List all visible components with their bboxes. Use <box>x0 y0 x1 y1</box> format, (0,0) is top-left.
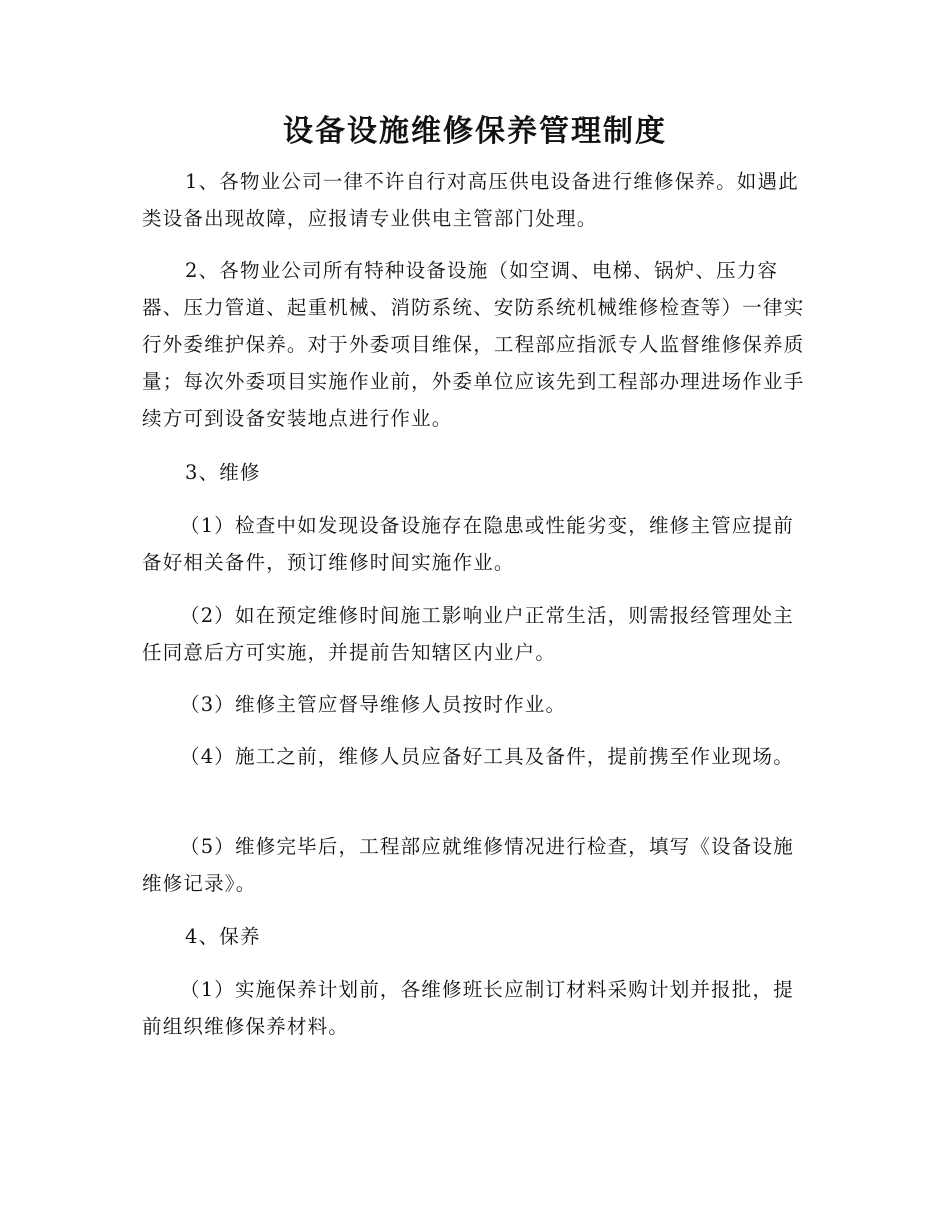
paragraph-1: 1、各物业公司一律不许自行对高压供电设备进行维修保养。如遇此类设备出现故障，应报请专业供电主管部门处理。 <box>142 170 799 230</box>
section-heading-repair: 3、维修 <box>185 461 261 484</box>
page-title: 设备设施维修保养管理制度 <box>283 114 667 149</box>
repair-item-4: （4）施工之前，维修人员应备好工具及备件，提前携至作业现场。 <box>180 745 794 768</box>
repair-item-2: （2）如在预定维修时间施工影响业户正常生活，则需报经管理处主任同意后方可实施，并提前告知辖区内业户。 <box>142 604 794 664</box>
repair-item-1: （1）检查中如发现设备设施存在隐患或性能劣变，维修主管应提前备好相关备件，预订维修时间实施作业。 <box>142 514 794 574</box>
repair-item-5: （5）维修完毕后，工程部应就维修情况进行检查，填写《设备设施维修记录》。 <box>142 835 794 895</box>
maintenance-item-1: （1）实施保养计划前，各维修班长应制订材料采购计划并报批，提前组织维修保养材料。 <box>142 978 794 1038</box>
paragraph-2: 2、各物业公司所有特种设备设施（如空调、电梯、锅炉、压力容器、压力管道、起重机械、消防系统、安防系统机械维修检查等）一律实行外委维护保养。对于外委项目维保，工程部应指派专人监督维修保养质量；每次外委项目实施作业前，外委单位应该先到工程部办理进场作业手续方可到设备安装地点进行作业。 <box>142 259 805 430</box>
repair-item-3: （3）维修主管应督导维修人员按时作业。 <box>180 693 567 716</box>
section-heading-maintenance: 4、保养 <box>185 925 261 948</box>
